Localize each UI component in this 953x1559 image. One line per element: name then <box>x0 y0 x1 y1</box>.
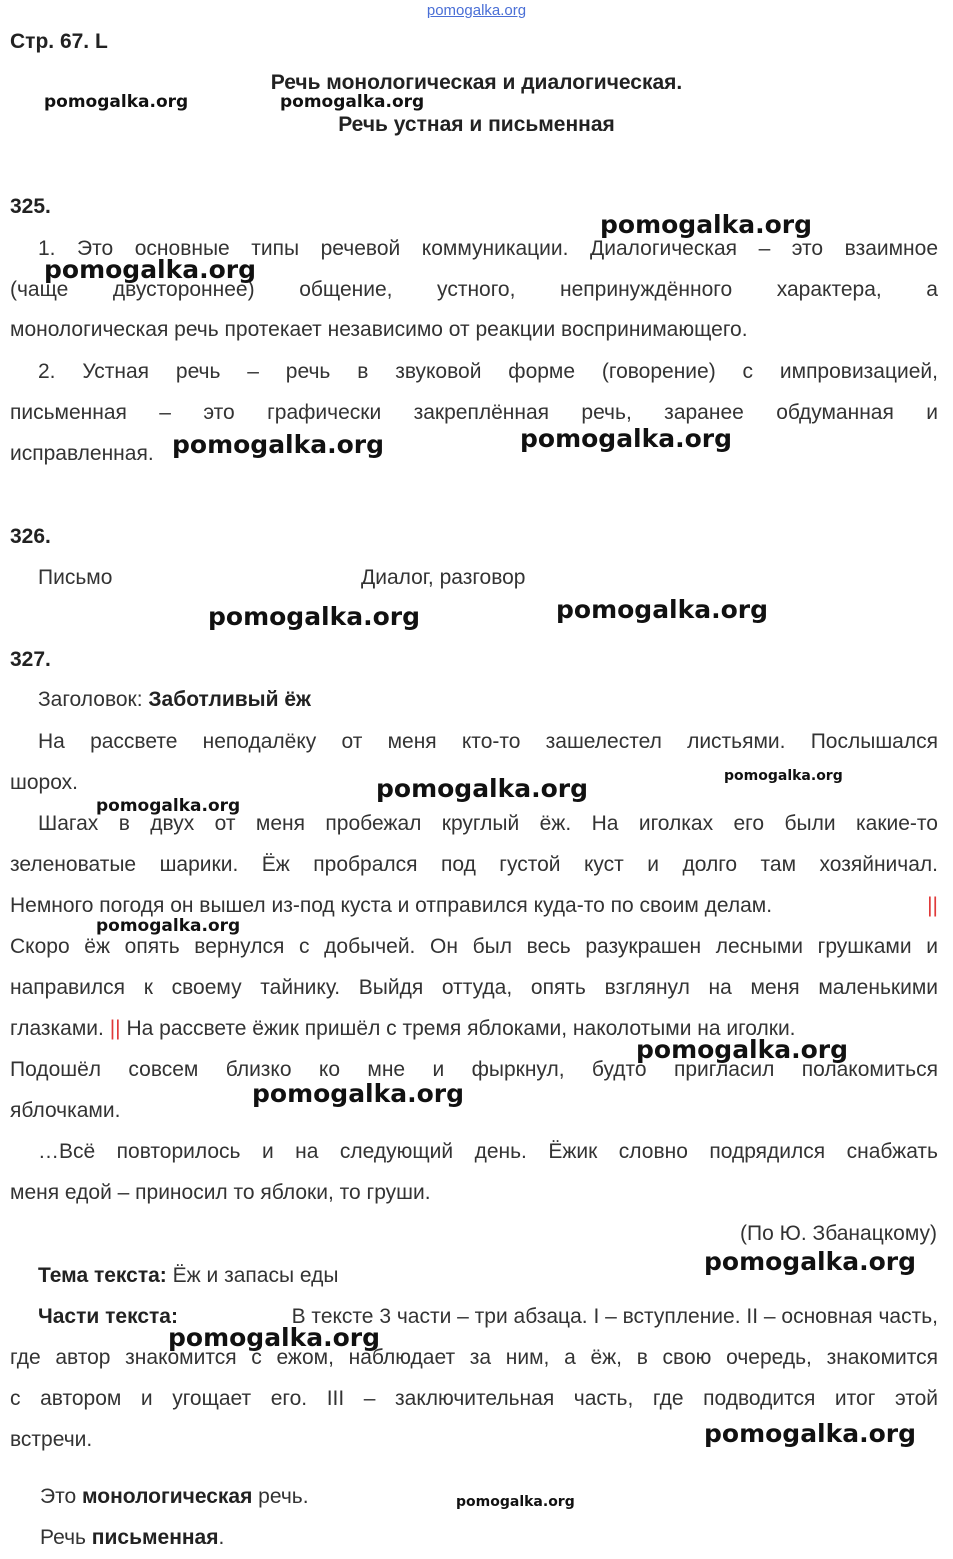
story-text: На рассвете ёжик пришёл с тремя яблоками, наколотыми на иголки. <box>120 1017 796 1040</box>
watermark: pomogalka.org <box>704 1419 917 1448</box>
part-separator: || <box>927 894 938 917</box>
watermark: pomogalka.org <box>96 916 241 936</box>
parts-label: Части текста: <box>38 1305 178 1328</box>
story-line: направился к своему тайнику. Выйдя оттуда, опять взглянул на меня маленькими <box>10 976 938 999</box>
exercise-number-325: 325. <box>10 195 51 218</box>
ex325-line: 1. Это основные типы речевой коммуникации. Диалогическая – это взаимное <box>38 237 938 260</box>
text-heading <box>38 688 311 712</box>
conclusion-text: Это <box>40 1485 82 1508</box>
story-line: Шагах в двух от меня пробежал круглый ёж. На иголках его были какие-то <box>38 812 938 835</box>
ex325-line: (чаще двустороннее) общение, устного, непринуждённого характера, а <box>10 278 938 301</box>
heading-value: Заботливый ёж <box>148 688 311 711</box>
conclusion-text: Речь <box>40 1526 92 1549</box>
story-line: …Всё повторилось и на следующий день. Ёжик словно подрядился снабжать <box>38 1140 938 1163</box>
story-line: яблочками. <box>10 1099 121 1122</box>
watermark: pomogalka.org <box>252 1079 465 1108</box>
parts-line: встречи. <box>10 1428 93 1451</box>
conclusion-speech-type <box>40 1485 309 1509</box>
watermark: pomogalka.org <box>280 92 425 112</box>
ex326-column-2: Диалог, разговор <box>361 566 526 589</box>
conclusion-emphasis: монологическая <box>82 1485 253 1508</box>
story-line: шорох. <box>10 771 78 794</box>
conclusion-text: речь. <box>252 1485 309 1508</box>
ex325-line: письменная – это графически закреплённая речь, заранее обдуманная и <box>10 401 938 424</box>
watermark: pomogalka.org <box>456 1494 575 1510</box>
watermark: pomogalka.org <box>724 768 843 784</box>
heading-label: Заголовок: <box>38 688 149 711</box>
ex325-line: исправленная. <box>10 442 154 465</box>
watermark: pomogalka.org <box>704 1247 917 1276</box>
watermark: pomogalka.org <box>44 92 189 112</box>
watermark: pomogalka.org <box>172 430 385 459</box>
story-line: зеленоватые шарики. Ёж пробрался под густой куст и долго там хозяйничал. <box>10 853 938 876</box>
topic-title-line-2: Речь устная и письменная <box>338 113 615 136</box>
watermark: pomogalka.org <box>208 602 421 631</box>
watermark: pomogalka.org <box>44 255 257 284</box>
part-separator: || <box>109 1017 121 1040</box>
conclusion-emphasis: письменная <box>91 1526 219 1549</box>
watermark: pomogalka.org <box>600 210 813 239</box>
watermark: pomogalka.org <box>636 1035 849 1064</box>
watermark: pomogalka.org <box>556 595 769 624</box>
theme-label: Тема текста: <box>38 1264 167 1287</box>
watermark: pomogalka.org <box>376 774 589 803</box>
story-author: (По Ю. Збанацкому) <box>740 1222 937 1245</box>
theme-value: Ёж и запасы еды <box>166 1264 339 1287</box>
story-line: На рассвете неподалёку от меня кто-то зашелестел листьями. Послышался <box>38 730 938 753</box>
watermark: pomogalka.org <box>96 796 241 816</box>
story-line: Скоро ёж опять вернулся с добычей. Он был весь разукрашен лесными грушками и <box>10 935 938 958</box>
ex325-line: 2. Устная речь – речь в звуковой форме (говорение) с импровизацией, <box>38 360 938 383</box>
site-link[interactable]: pomogalka.org <box>426 2 527 19</box>
watermark: pomogalka.org <box>168 1323 381 1352</box>
page-reference: Стр. 67. L <box>10 30 108 53</box>
topic-title-line-1: Речь монологическая и диалогическая. <box>270 71 683 94</box>
story-line <box>10 894 938 918</box>
parts-line: с автором и угощает его. III – заключительная часть, где подводится итог этой <box>10 1387 938 1410</box>
conclusion-text: . <box>218 1526 225 1549</box>
parts-text: В тексте 3 части – три абзаца. I – вступление. II – основная часть, <box>291 1305 938 1328</box>
exercise-number-327: 327. <box>10 648 51 671</box>
watermark: pomogalka.org <box>520 424 733 453</box>
story-line: Подошёл совсем близко ко мне и фыркнул, будто пригласил полакомиться <box>10 1058 938 1081</box>
ex325-line: монологическая речь протекает независимо от реакции воспринимающего. <box>10 318 748 341</box>
story-line: меня едой – приносил то яблоки, то груши. <box>10 1181 431 1204</box>
story-text: Немного погодя он вышел из-под куста и отправился куда-то по своим делам. <box>10 894 773 917</box>
ex326-column-1: Письмо <box>38 566 113 589</box>
text-theme <box>38 1264 338 1288</box>
conclusion-speech-form <box>40 1526 224 1550</box>
parts-line: где автор знакомится с ежом, наблюдает за ним, а ёж, в свою очередь, знакомится <box>10 1346 938 1369</box>
story-text: глазками. <box>10 1017 110 1040</box>
exercise-number-326: 326. <box>10 525 51 548</box>
